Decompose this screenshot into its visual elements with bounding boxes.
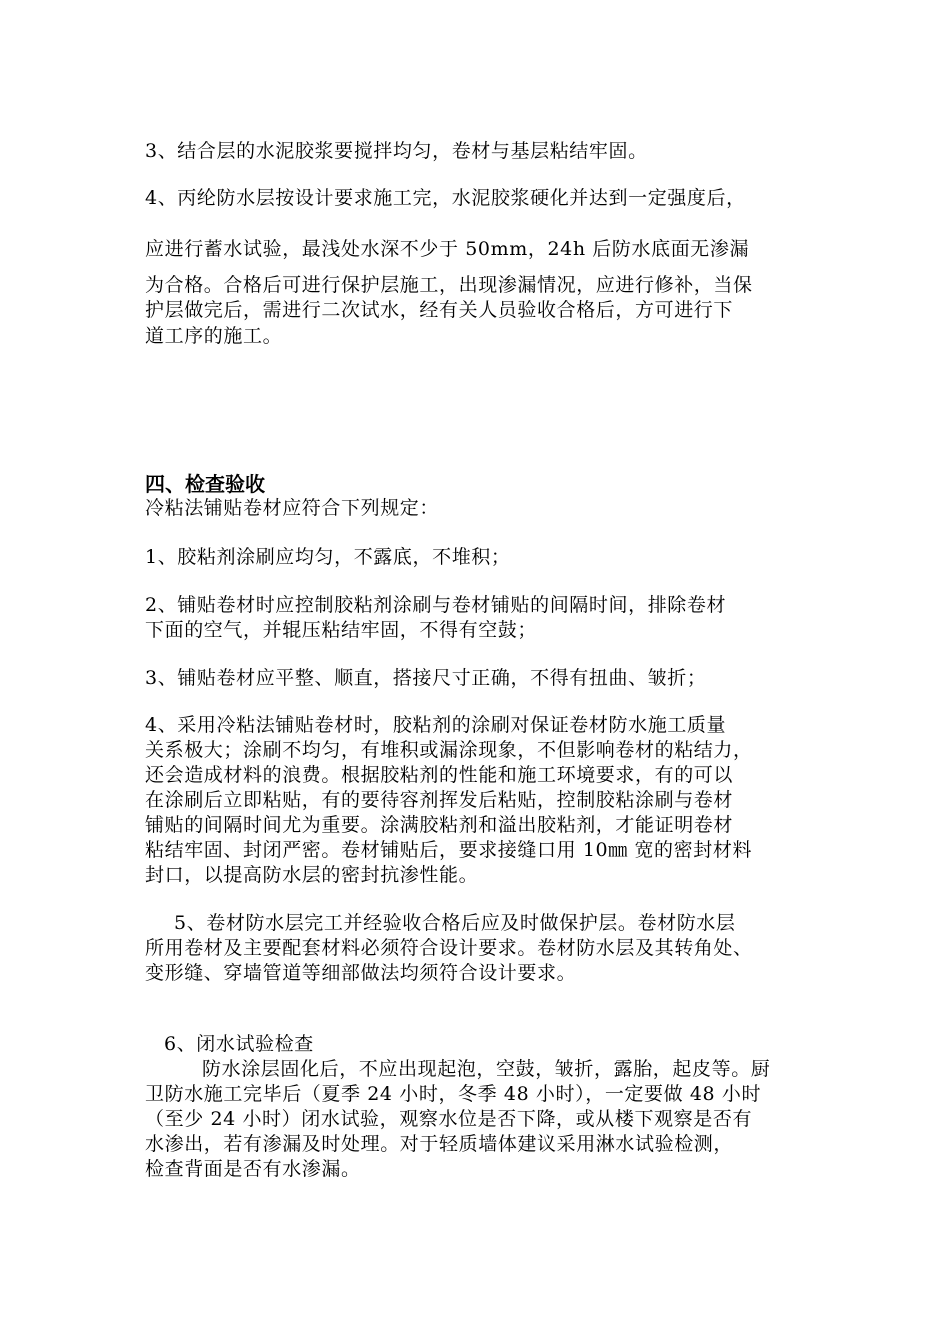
section4-item4-line5: 铺贴的间隔时间尤为重要。涂满胶粘剂和溢出胶粘剂，才能证明卷材 — [145, 814, 734, 836]
section4-heading: 四、检查验收 — [145, 472, 265, 496]
section4-item6-title: 6、闭水试验检查 — [164, 1033, 314, 1055]
section3-item4-line3: 为合格。合格后可进行保护层施工，出现渗漏情况，应进行修补，当保 — [145, 274, 753, 296]
section3-item4-line5: 道工序的施工。 — [145, 325, 283, 347]
section4-item6-line1: 防水涂层固化后，不应出现起泡，空鼓，皱折，露胎，起皮等。厨 — [202, 1058, 771, 1080]
section4-item4-line3: 还会造成材料的浪费。根据胶粘剂的性能和施工环境要求，有的可以 — [145, 764, 734, 786]
section4-item6-line3: （至少 24 小时）闭水试验，观察水位是否下降，或从楼下观察是否有 — [145, 1108, 753, 1130]
section4-item4-line4: 在涂刷后立即粘贴，有的要待容剂挥发后粘贴，控制胶粘涂刷与卷材 — [145, 789, 734, 811]
section4-item6-line5: 检查背面是否有水渗漏。 — [145, 1158, 361, 1180]
section4-item2-line1: 2、铺贴卷材时应控制胶粘剂涂刷与卷材铺贴的间隔时间，排除卷材 — [145, 594, 727, 616]
section4-item1: 1、胶粘剂涂刷应均匀，不露底，不堆积； — [145, 546, 511, 568]
section4-item5-line1: 5、卷材防水层完工并经验收合格后应及时做保护层。卷材防水层 — [174, 912, 736, 934]
section3-item3: 3、结合层的水泥胶浆要搅拌均匀，卷材与基层粘结牢固。 — [145, 140, 648, 162]
section3-item4-line1: 4、丙纶防水层按设计要求施工完，水泥胶浆硬化并达到一定强度后， — [145, 187, 746, 209]
section4-item6-line2: 卫防水施工完毕后（夏季 24 小时，冬季 48 小时），一定要做 48 小时 — [145, 1083, 762, 1105]
section4-item4-line2: 关系极大；涂刷不均匀，有堆积或漏涂现象，不但影响卷材的粘结力， — [145, 739, 753, 761]
section4-item5-line3: 变形缝、穿墙管道等细部做法均须符合设计要求。 — [145, 962, 577, 984]
section4-intro: 冷粘法铺贴卷材应符合下列规定： — [145, 497, 440, 519]
section4-item2-line2: 下面的空气，并辊压粘结牢固，不得有空鼓； — [145, 619, 538, 641]
section3-item4-line2: 应进行蓄水试验，最浅处水深不少于 50mm，24h 后防水底面无渗漏 — [145, 238, 750, 260]
section4-item6-line4: 水渗出，若有渗漏及时处理。对于轻质墙体建议采用淋水试验检测， — [145, 1133, 734, 1155]
section4-item4-line1: 4、采用冷粘法铺贴卷材时，胶粘剂的涂刷对保证卷材防水施工质量 — [145, 714, 727, 736]
section4-item4-line6: 粘结牢固、封闭严密。卷材铺贴后，要求接缝口用 10㎜ 宽的密封材料 — [145, 839, 753, 861]
section4-item4-line7: 封口，以提高防水层的密封抗渗性能。 — [145, 864, 479, 886]
section4-item5-line2: 所用卷材及主要配套材料必须符合设计要求。卷材防水层及其转角处、 — [145, 937, 753, 959]
section3-item4-line4: 护层做完后，需进行二次试水，经有关人员验收合格后，方可进行下 — [145, 299, 734, 321]
section4-item3: 3、铺贴卷材应平整、顺直，搭接尺寸正确，不得有扭曲、皱折； — [145, 667, 707, 689]
